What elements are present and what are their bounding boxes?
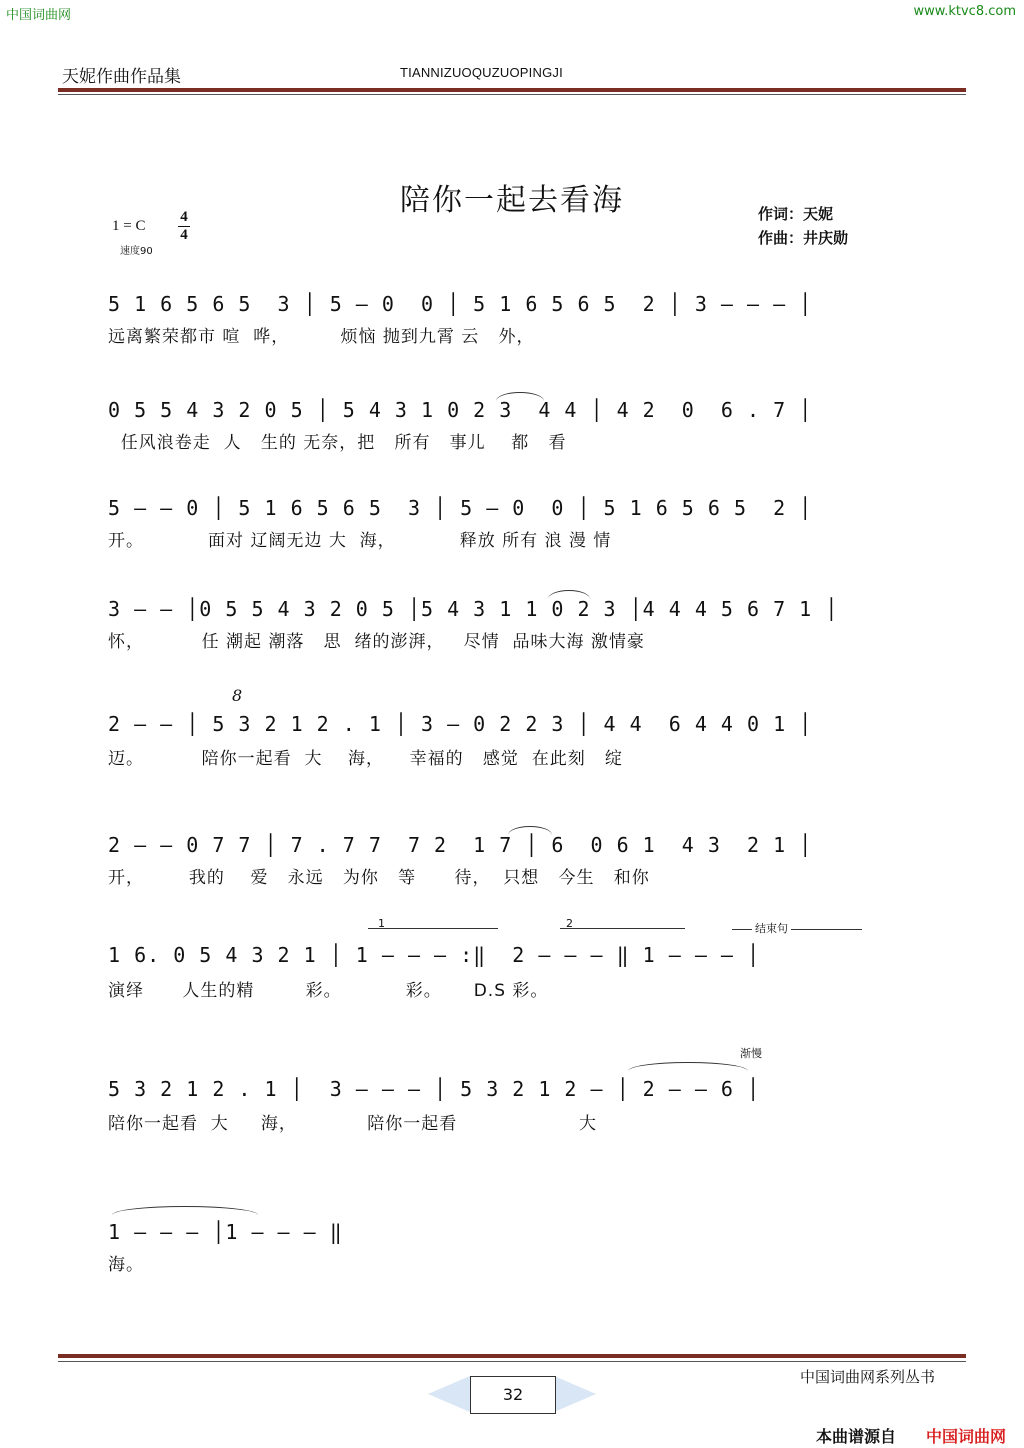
score-notes-line-1: 5 1 6 5 6 5 3 │ 5 — 0 0 │ 5 1 6 5 6 5 2 │ 3 — — — │ xyxy=(108,292,813,316)
header-rule xyxy=(58,88,966,92)
score-notes-line-5: 2 — — │ 5 3 2 1 2 . 1 │ 3 — 0 2 2 3 │ 4 4 6 4 4 0 1 │ xyxy=(108,712,813,736)
page-arrow-left-icon xyxy=(428,1376,470,1412)
score-notes-line-2: 0 5 5 4 3 2 0 5 │ 5 4 3 1 0 2 3 4 4 │ 4 2 0 6 . 7 │ xyxy=(108,398,813,422)
lyrics-line-3: 开。 面对 辽阔无边 大 海， 释放 所有 浪 漫 情 xyxy=(108,531,612,551)
tie xyxy=(112,1206,258,1215)
page-number: 32 xyxy=(470,1376,556,1414)
lyrics-line-2: 任风浪卷走 人 生的 无奈，把 所有 事儿 都 看 xyxy=(108,433,567,453)
tempo-marking: 速度90 xyxy=(120,246,153,257)
score-notes-line-6: 2 — — 0 7 7 │ 7 . 7 7 7 2 1 7 │ 6 0 6 1 4 3 2 1 │ xyxy=(108,833,813,857)
site-url-top: www.ktvc8.com xyxy=(913,4,1016,19)
site-name-top: 中国词曲网 xyxy=(6,8,72,23)
slur xyxy=(628,1062,748,1071)
key-signature: 1 = C xyxy=(112,218,146,234)
song-title: 陪你一起去看海 xyxy=(400,183,624,218)
book-title: 天妮作曲作品集 xyxy=(62,67,181,87)
score-notes-line-3: 5 — — 0 │ 5 1 6 5 6 5 3 │ 5 — 0 0 │ 5 1 6 5 6 5 2 │ xyxy=(108,496,813,520)
volta-bracket-2 xyxy=(560,928,685,929)
score-notes-line-7: 1 6. 0 5 4 3 2 1 │ 1 — — — :‖ 2 — — — ‖ 1 — — — │ xyxy=(108,943,761,967)
volta-1-label: 1 xyxy=(378,917,385,930)
time-signature xyxy=(178,210,190,243)
ending-phrase-label: 结束句 xyxy=(752,920,791,936)
header-rule-thin xyxy=(58,94,966,95)
ritardando-mark: 渐慢 xyxy=(740,1047,762,1060)
score-notes-line-4: 3 — — │0 5 5 4 3 2 0 5 │5 4 3 1 1 0 2 3 │4 4 4 5 6 7 1 │ xyxy=(108,597,839,621)
source-label: 本曲谱源自 xyxy=(816,1427,897,1446)
score-notes-line-8: 5 3 2 1 2 . 1 │ 3 — — — │ 5 3 2 1 2 — │ 2 — — 6 │ xyxy=(108,1077,761,1101)
composer-credit: 作曲：井庆勋 xyxy=(758,229,849,247)
lyrics-line-1: 远离繁荣都市 喧 哗， 烦恼 抛到九霄 云 外， xyxy=(108,327,535,347)
footer-rule-thin xyxy=(58,1361,966,1362)
lyrics-line-8: 陪你一起看 大 海， 陪你一起看 大 xyxy=(108,1114,597,1134)
lyrics-line-7: 演绎 人生的精 彩。 彩。 D.S 彩。 xyxy=(108,981,549,1001)
time-signature-top: 4 xyxy=(180,209,188,225)
footer-rule xyxy=(58,1354,966,1358)
score-notes-line-9: 1 — — — │1 — — — ‖ xyxy=(108,1220,343,1244)
page-arrow-right-icon xyxy=(554,1376,596,1412)
book-title-pinyin: TIANNIZUOQUZUOPINGJI xyxy=(400,65,563,80)
lyrics-line-6: 开， 我的 爱 永远 为你 等 待， 只想 今生 和你 xyxy=(108,868,650,888)
lyrics-line-5: 迈。 陪你一起看 大 海， 幸福的 感觉 在此刻 绽 xyxy=(108,749,623,769)
source-site: 中国词曲网 xyxy=(926,1427,1007,1446)
series-name: 中国词曲网系列丛书 xyxy=(800,1368,936,1386)
time-signature-bottom: 4 xyxy=(180,227,188,243)
ottava-mark: 8 xyxy=(232,686,243,705)
volta-2-label: 2 xyxy=(566,917,573,930)
lyrics-line-4: 怀， 任 潮起 潮落 思 绪的澎湃， 尽情 品味大海 激情豪 xyxy=(108,632,645,652)
lyricist-credit: 作词：天妮 xyxy=(758,205,834,223)
volta-bracket-1 xyxy=(368,928,498,929)
lyrics-line-9: 海。 xyxy=(108,1255,144,1275)
